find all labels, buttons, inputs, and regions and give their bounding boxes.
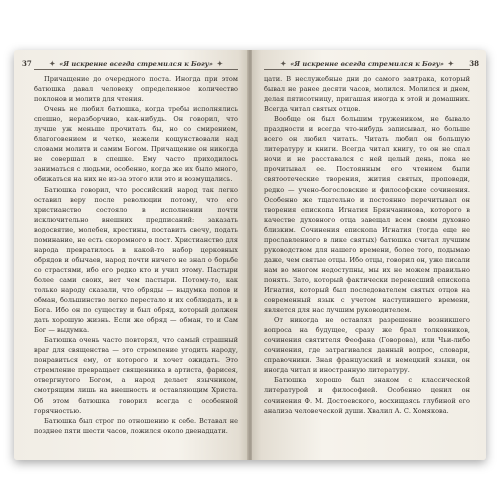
paragraph: цати. В неслужебные дни до самого завтрака, который бывал не ранее десяти часов, молился. Молился и днем, делая пятисотницу, пригашая иногда к этой и домашних. Всегда читал святых отцов. bbox=[264, 75, 470, 114]
left-page bbox=[14, 50, 248, 460]
paragraph: Причащение до очередного поста. Иногда при этом батюшка давал человеку определенное количество поклонов и молитв для чтения. bbox=[34, 75, 238, 104]
paragraph: От никогда не оставлял разрешение возникшего вопроса на будущее, сразу же брал толковников, сочинения святителя Феофана (Говорова), или Чьи-либо сочинения, где затрагивался данный вопрос, словари, справочники. Зная французский и немецкий языки, он иногда читал и иностранную литературу. bbox=[264, 316, 470, 375]
page-number: 38 bbox=[469, 59, 479, 68]
running-header bbox=[34, 58, 238, 70]
paragraph: Батюшка говорил, что российский народ так легко оставил веру после революции потому, что его христианство состояло в исполнении почти исключительно внешних предписаний: заказать водосвятие, молебен, крестины, поставить свечу, подать поминание, не есть скоромного в пост. Христианство для народа превратилось в какой-то набор церковных обрядов и обычаев, народ почти ничего не знал о борьбе со страстями, ибо его редко кто и учил этому. Пастыри более сами своих, нет чем пастыри. Потому-то, как только народу сказали, что обряды — выдумка попов и обман, большинство легко перестало и их соблюдать, и в Бога. Ибо он по существу и был обряд, который должен дать хорошую жизнь. Если же обряд — обман, то и Сам Бог — выдумка. bbox=[34, 185, 238, 335]
paragraph: Батюшка очень часто повторял, что самый страшный враг для священства — это стремление угодить народу, понравиться ему, от которого и хочет ожидать. Это стремление превращает священника в артиста, фарисея, отвергнутого Богом, а народ делает язычником, смотрящим лишь на внешность и оставляющим Христа. Об этом батюшка говорил всегда с особенной горячностью. bbox=[34, 336, 238, 415]
page-body bbox=[264, 74, 470, 416]
open-book bbox=[14, 50, 486, 460]
ornament-icon: ✦ bbox=[447, 59, 454, 68]
ornament-icon: ✦ bbox=[49, 59, 56, 68]
page-body bbox=[34, 74, 238, 436]
ornament-icon: ✦ bbox=[216, 59, 223, 68]
running-header-text: «Я искренне всегда стремился к Богу» bbox=[59, 59, 213, 68]
paragraph: Батюшка хорошо был знаком с классической литературой и философией. Особенно ценил он сочинения Ф. М. Достоевского, восхищаясь глубиной его анализа человеческой души. Хвалил А. С. Хомякова. bbox=[264, 376, 470, 415]
right-page bbox=[252, 50, 486, 460]
running-header-text: «Я искренне всегда стремился к Богу» bbox=[290, 59, 444, 68]
ornament-icon: ✦ bbox=[280, 59, 287, 68]
running-header bbox=[264, 58, 470, 70]
paragraph: Вообще он был большим тружеником, не бывало праздности и всегда что-нибудь записывал, но больше всего он любил читать. Читать любил он большую литературу и книги. Всегда читал книгу, то он не спал ночи и не расставался с ней целый день, пока не прочитывал ее. Постоянным его чтением были святоотеческие творения, жития святых, проповеди, редко — учено-богословские и философские сочинения. Особенно же тщательно и постоянно перечитывал он творения епископа Игнатия Брянчанинова, которого в качестве духовного отца завещал всем своим духовно близким. Сочинения епископа Игнатия (тогда еще не прославленного в лике святых) батюшка считал лучшим руководством для нашего времени, более того, подымаю даже, чем святые отцы. Ибо отцы, говорил он, уже писали нам во многом недоступны, мы их не можем правильно понять. Зато, который фактически перенесший епископа Игнатия, который был последователем святых отцов на современный язык с учетом наступившего времени, является для нас лучшим руководителем. bbox=[264, 115, 470, 315]
page-number: 37 bbox=[22, 59, 32, 68]
paragraph: Батюшка был строг по отношению к себе. Вставал не позднее пяти шести часов, ложился около двенадцати. bbox=[34, 416, 238, 435]
paragraph: Очень не любил батюшка, когда требы исполнялись спешно, неразборчиво, как-нибудь. Он говорил, что лучше уж меньше прочитать бы, но со смирением, благоговением и четко, нежели кощунствовали над словами молитв и самим Богом. Причащение он никогда не совершал в спешке. Ему часто приходилось заниматься с людьми, особенно, когда же их было много, обижаться на них не из-за этого или это и возмущались. bbox=[34, 105, 238, 184]
